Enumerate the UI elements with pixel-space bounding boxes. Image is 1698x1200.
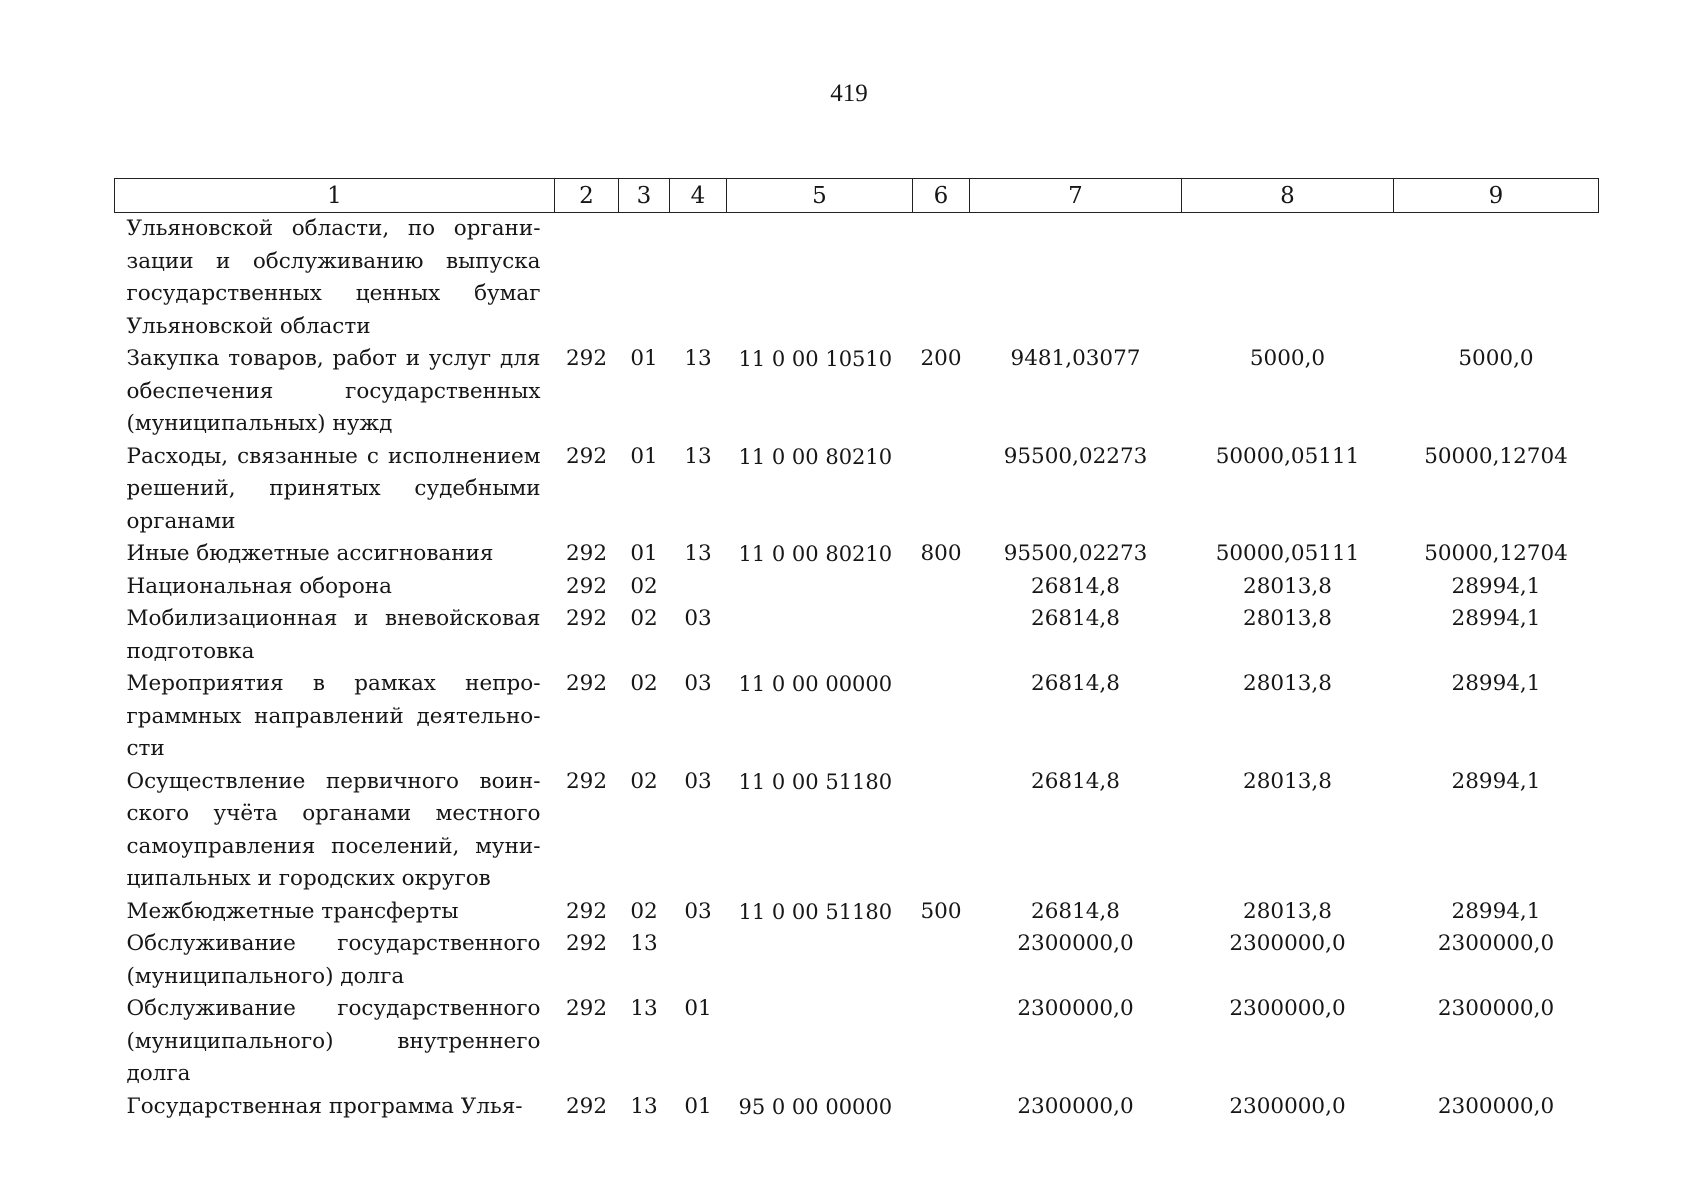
- row-col-6: [913, 603, 970, 668]
- row-col-3: 13: [630, 996, 658, 1021]
- row-col-7: 9481,03077: [1010, 346, 1141, 371]
- row-name: Ульяновской области, по организации и обслуживанию выпуска государственных ценных бумаг Ульяновской области: [126, 216, 541, 339]
- table-row: [115, 766, 1599, 896]
- page-number: 419: [830, 80, 868, 107]
- row-col-8: 2300000,0: [1229, 1093, 1346, 1119]
- row-col-7: 26814,8: [1031, 898, 1120, 924]
- row-name: Обслуживание государственного (муниципального) внутреннего долга: [126, 996, 541, 1086]
- header-col-9: 9: [1394, 179, 1599, 213]
- row-col-2: 292: [565, 996, 608, 1021]
- row-col-4: 03: [684, 671, 712, 696]
- budget-table: [114, 178, 1599, 1123]
- row-col-2: 292: [565, 931, 608, 956]
- row-col-3: 13: [630, 1093, 658, 1119]
- table-row: [115, 571, 1599, 604]
- header-col-3: 3: [619, 179, 670, 213]
- row-col-8: 50000,05111: [1215, 443, 1360, 469]
- row-col-5: 11 0 00 00000: [738, 672, 893, 696]
- row-col-4: 03: [684, 898, 712, 924]
- row-col-2: 292: [565, 346, 608, 371]
- row-col-5: 95 0 00 00000: [738, 1094, 893, 1119]
- row-col-8: 28013,8: [1243, 768, 1332, 794]
- header-col-4: 4: [670, 179, 727, 213]
- table-body: [115, 213, 1599, 1124]
- row-col-4: 03: [684, 606, 712, 631]
- row-col-6: 800: [920, 541, 962, 566]
- row-col-5: [727, 571, 913, 604]
- row-col-6: [913, 213, 970, 344]
- row-name: Закупка товаров, работ и услуг для обеспечения государственных (муниципальных) нужд: [126, 346, 541, 436]
- row-col-5: [727, 928, 913, 993]
- row-col-5: [727, 603, 913, 668]
- row-col-4: [670, 571, 727, 604]
- row-col-9: 5000,0: [1458, 346, 1534, 371]
- row-col-2: 292: [565, 573, 608, 599]
- row-col-3: 01: [630, 346, 658, 371]
- table-row: [115, 993, 1599, 1091]
- table-row: [115, 1091, 1599, 1124]
- row-col-7: 2300000,0: [1017, 931, 1134, 956]
- table-row: [115, 896, 1599, 929]
- row-col-5: 11 0 00 51180: [738, 769, 893, 794]
- row-col-4: [670, 928, 727, 993]
- row-col-8: 2300000,0: [1229, 996, 1346, 1021]
- row-name: Межбюджетные трансферты: [126, 898, 459, 924]
- row-col-7: 2300000,0: [1017, 1093, 1134, 1119]
- header-col-5: 5: [727, 179, 913, 213]
- row-col-6: [913, 993, 970, 1091]
- row-col-4: 01: [684, 1093, 712, 1119]
- row-col-4: 13: [684, 443, 712, 469]
- row-name: Мобилизационная и вневойсковая подготовка: [126, 606, 541, 664]
- row-col-3: 01: [630, 443, 658, 469]
- row-col-7: 26814,8: [1031, 671, 1120, 696]
- row-col-9: 50000,12704: [1424, 541, 1568, 566]
- row-col-4: 01: [684, 996, 712, 1021]
- row-col-5: 11 0 00 80210: [738, 444, 893, 469]
- table-row: [115, 603, 1599, 668]
- header-col-1: 1: [115, 179, 555, 213]
- row-col-7: [970, 213, 1182, 344]
- row-col-7: 26814,8: [1031, 573, 1120, 599]
- row-col-6: 200: [920, 346, 962, 371]
- row-col-9: [1394, 213, 1599, 344]
- row-col-8: 5000,0: [1249, 346, 1326, 371]
- row-col-3: 02: [630, 768, 658, 794]
- row-col-7: 26814,8: [1031, 768, 1120, 794]
- table-row: [115, 213, 1599, 344]
- header-col-6: 6: [913, 179, 970, 213]
- row-col-6: [913, 668, 970, 766]
- row-col-3: 02: [630, 606, 658, 631]
- row-col-5: [727, 213, 913, 344]
- row-col-9: 28994,1: [1451, 606, 1541, 631]
- row-col-8: 50000,05111: [1215, 541, 1360, 566]
- row-col-9: 2300000,0: [1437, 931, 1555, 956]
- row-col-4: 03: [684, 768, 712, 794]
- row-name: Государственная программа Улья-: [126, 1093, 523, 1119]
- row-col-6: 500: [920, 898, 962, 924]
- row-col-9: 2300000,0: [1437, 996, 1555, 1021]
- table-row: [115, 668, 1599, 766]
- row-col-8: 28013,8: [1243, 606, 1332, 631]
- row-name: Осуществление первичного воинского учёта органами местного самоуправления поселений, муниципальных и городских округов: [126, 768, 541, 891]
- row-col-7: 95500,02273: [1003, 443, 1148, 469]
- header-col-8: 8: [1182, 179, 1394, 213]
- row-name: Мероприятия в рамках непрограммных направлений деятельности: [126, 671, 541, 761]
- row-col-7: 2300000,0: [1017, 996, 1134, 1021]
- row-col-6: [913, 441, 970, 539]
- row-col-5: [727, 993, 913, 1091]
- row-col-9: 50000,12704: [1424, 443, 1568, 469]
- row-col-9: 28994,1: [1451, 573, 1541, 599]
- row-name: Национальная оборона: [126, 573, 392, 599]
- row-name: Расходы, связанные с исполнением решений, принятых судебными органами: [126, 443, 541, 534]
- row-col-3: 02: [630, 573, 658, 599]
- row-col-2: 292: [565, 768, 608, 794]
- row-col-8: 2300000,0: [1229, 931, 1346, 956]
- row-col-6: [913, 571, 970, 604]
- row-col-8: 28013,8: [1243, 671, 1332, 696]
- row-col-6: [913, 766, 970, 896]
- row-col-2: 292: [565, 443, 608, 469]
- header-col-2: 2: [555, 179, 619, 213]
- row-col-2: 292: [565, 541, 608, 566]
- row-col-8: [1182, 213, 1394, 344]
- row-col-3: 02: [630, 898, 658, 924]
- table-row: [115, 538, 1599, 571]
- row-col-3: 01: [630, 541, 658, 566]
- row-col-8: 28013,8: [1243, 573, 1332, 599]
- row-col-2: 292: [565, 898, 608, 924]
- table-row: [115, 343, 1599, 441]
- row-name: Обслуживание государственного (муниципального) долга: [126, 931, 541, 989]
- row-col-2: 292: [565, 606, 608, 631]
- row-col-9: 28994,1: [1451, 768, 1541, 794]
- header-row: [115, 179, 1599, 213]
- table-row: [115, 441, 1599, 539]
- row-col-3: 13: [630, 931, 658, 956]
- row-col-3: [619, 213, 670, 344]
- row-col-4: 13: [684, 346, 712, 371]
- row-col-5: 11 0 00 80210: [738, 542, 893, 566]
- row-col-7: 95500,02273: [1003, 541, 1148, 566]
- row-col-5: 11 0 00 10510: [738, 347, 893, 371]
- table-header: [115, 179, 1599, 213]
- row-col-8: 28013,8: [1243, 898, 1332, 924]
- row-col-9: 28994,1: [1451, 898, 1541, 924]
- row-col-7: 26814,8: [1031, 606, 1120, 631]
- row-col-9: 2300000,0: [1437, 1093, 1555, 1119]
- row-col-5: 11 0 00 51180: [738, 899, 893, 924]
- header-col-7: 7: [970, 179, 1182, 213]
- row-col-2: 292: [565, 671, 608, 696]
- row-col-4: 13: [684, 541, 712, 566]
- row-col-4: [670, 213, 727, 344]
- row-col-3: 02: [630, 671, 658, 696]
- table-row: [115, 928, 1599, 993]
- row-name: Иные бюджетные ассигнования: [126, 541, 494, 566]
- row-col-6: [913, 1091, 970, 1124]
- row-col-2: 292: [565, 1093, 608, 1119]
- row-col-6: [913, 928, 970, 993]
- row-col-2: [555, 213, 619, 344]
- row-col-9: 28994,1: [1451, 671, 1541, 696]
